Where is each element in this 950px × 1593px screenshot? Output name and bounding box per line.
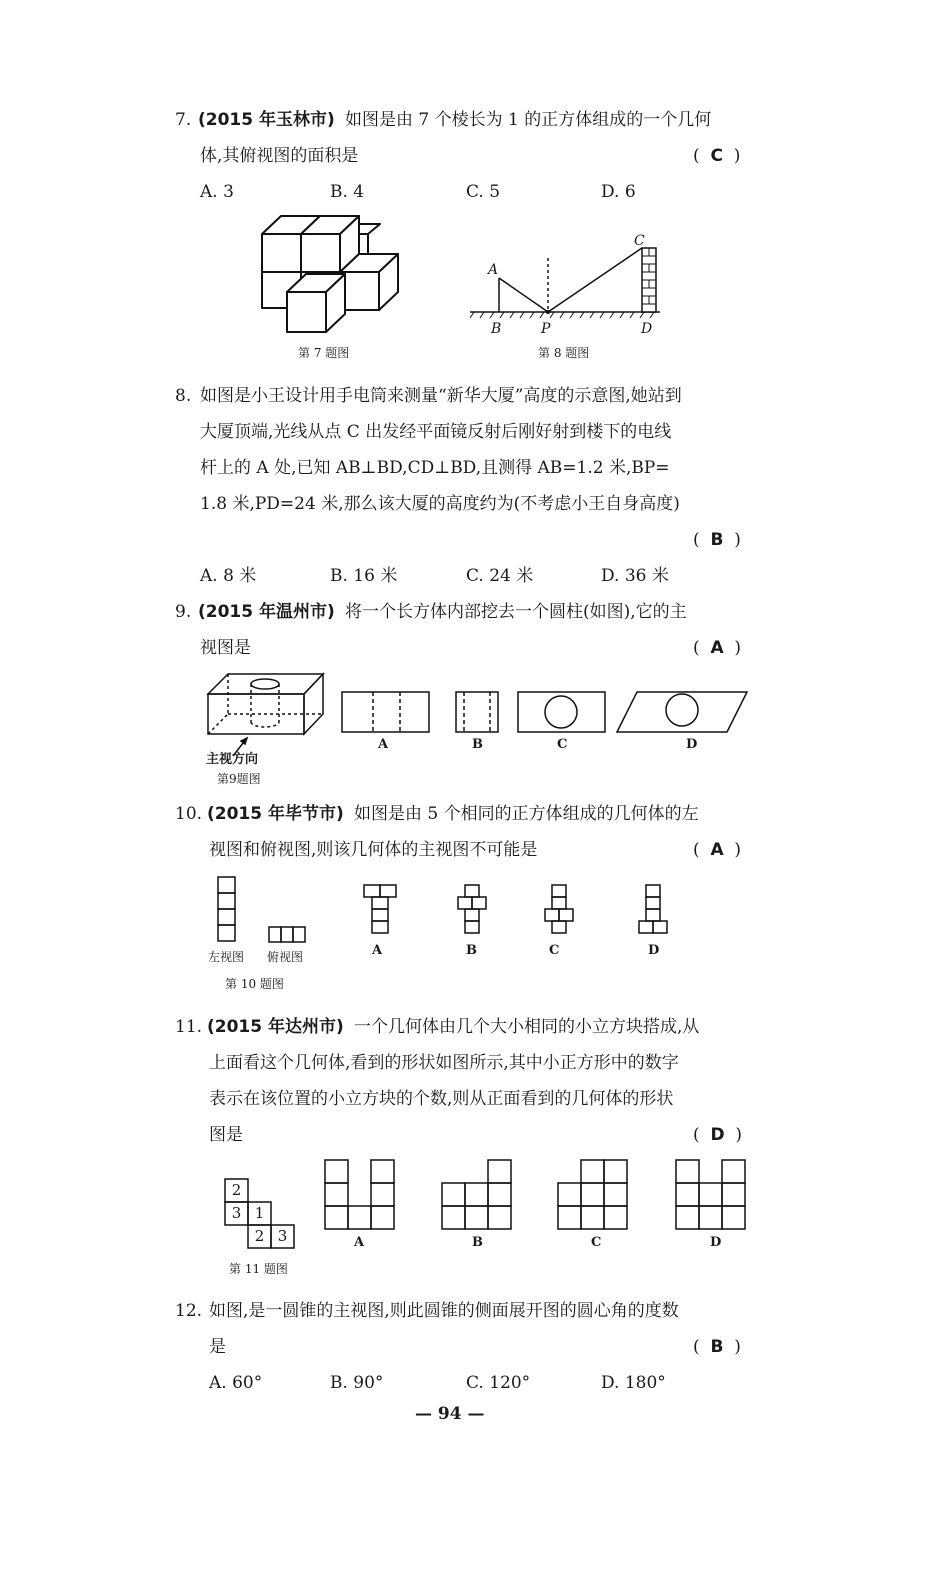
q7-stem-line1: 如图是由 7 个棱长为 1 的正方体组成的一个几何 [345,110,712,130]
q11-stem-line1: 一个几何体由几个大小相同的小立方块搭成,从 [354,1017,700,1037]
q11-caption: 第 11 题图 [229,1262,288,1276]
q9-stem-line2: 视图是 [200,638,251,658]
q10-number: 10. [175,804,203,824]
q11-answer: ( D ) [693,1125,743,1145]
q11-grid-cell-1: 2 [231,1181,242,1199]
q10-answer: ( A ) [693,840,742,860]
q11-label-a: A [354,1235,365,1250]
q7-option-d[interactable]: D. 6 [601,182,636,202]
page-number: — 94 — [415,1404,485,1424]
q8-label-p: P [541,321,551,337]
q8-caption: 第 8 题图 [538,346,590,360]
q8-option-a[interactable]: A. 8 米 [200,566,257,586]
q8-stem-line1: 如图是小王设计用手电筒来测量“新华大厦”高度的示意图,她站到 [200,386,682,406]
q7-source: (2015 年玉林市) [198,110,335,130]
q9-label-c: C [557,737,568,752]
q7-cube-figure [255,210,405,340]
q9-stem-line1: 将一个长方体内部挖去一个圆柱(如图),它的主 [345,602,687,622]
q10-caption: 第 10 题图 [225,977,284,991]
q12-option-d[interactable]: D. 180° [601,1373,666,1393]
q12-stem-line1: 如图,是一圆锥的主视图,则此圆锥的侧面展开图的圆心角的度数 [209,1301,679,1321]
q10-top-view-label: 俯视图 [267,950,304,964]
q8-answer: ( B ) [693,530,741,550]
q8-stem-line2: 大厦顶端,光线从点 C 出发经平面镜反射后刚好射到楼下的电线 [200,422,672,442]
q9-label-a: A [378,737,389,752]
q9-label-b: B [472,737,483,752]
q11-label-b: B [472,1235,483,1250]
q7-option-c[interactable]: C. 5 [466,182,501,202]
q7-option-b[interactable]: B. 4 [330,182,365,202]
q10-figures [215,875,675,945]
q11-stem-line4: 图是 [209,1125,243,1145]
q11-option-figures [320,1156,750,1236]
q11-label-d: D [710,1235,722,1250]
q9-label-d: D [686,737,698,752]
q11-source: (2015 年达州市) [207,1017,344,1037]
q7-caption: 第 7 题图 [298,346,350,360]
q11-grid-cell-3: 1 [254,1204,265,1222]
q8-label-a: A [488,262,499,278]
q7-answer: ( C ) [693,146,741,166]
q9-source: (2015 年温州市) [198,602,335,622]
q12-option-c[interactable]: C. 120° [466,1373,531,1393]
q8-stem-line4: 1.8 米,PD=24 米,那么该大厦的高度约为(不考虑小王自身高度) [200,494,680,514]
q7-option-a[interactable]: A. 3 [200,182,234,202]
q10-stem-line2: 视图和俯视图,则该几何体的主视图不可能是 [209,840,538,860]
q10-label-b: B [466,943,477,958]
q12-answer: ( B ) [693,1337,741,1357]
q7-number: 7. [175,110,192,130]
q11-grid-cell-4: 2 [254,1227,265,1245]
q9-direction-label: 主视方向 [206,752,259,767]
q11-grid-cell-5: 3 [277,1227,288,1245]
q8-option-b[interactable]: B. 16 米 [330,566,398,586]
q11-stem-line2: 上面看这个几何体,看到的形状如图所示,其中小正方形中的数字 [209,1053,679,1073]
q12-stem-line2: 是 [209,1337,226,1357]
q8-label-d: D [641,321,653,337]
q12-number: 12. [175,1301,203,1321]
q8-label-b: B [491,321,502,337]
q10-stem-line1: 如图是由 5 个相同的正方体组成的几何体的左 [354,804,699,824]
q12-option-a[interactable]: A. 60° [209,1373,263,1393]
q9-box-figure [205,670,330,760]
q10-label-a: A [372,943,383,958]
q10-left-view-label: 左视图 [208,950,245,964]
q10-label-c: C [549,943,560,958]
q9-number: 9. [175,602,192,622]
q10-label-d: D [648,943,660,958]
q8-label-c: C [634,233,645,249]
q12-option-b[interactable]: B. 90° [330,1373,384,1393]
q9-caption: 第9题图 [217,772,261,786]
q8-option-c[interactable]: C. 24 米 [466,566,534,586]
q8-stem-line3: 杆上的 A 处,已知 AB⊥BD,CD⊥BD,且测得 AB=1.2 米,BP= [200,458,670,478]
q8-number: 8. [175,386,192,406]
q11-label-c: C [591,1235,602,1250]
q11-number: 11. [175,1017,203,1037]
q7-stem-line2: 体,其俯视图的面积是 [200,146,359,166]
q9-option-figures [340,688,750,738]
q8-option-d[interactable]: D. 36 米 [601,566,669,586]
q9-answer: ( A ) [693,638,742,658]
q11-stem-line3: 表示在该位置的小立方块的个数,则从正面看到的几何体的形状 [209,1089,674,1109]
q10-source: (2015 年毕节市) [207,804,344,824]
q11-grid-cell-2: 3 [231,1204,242,1222]
